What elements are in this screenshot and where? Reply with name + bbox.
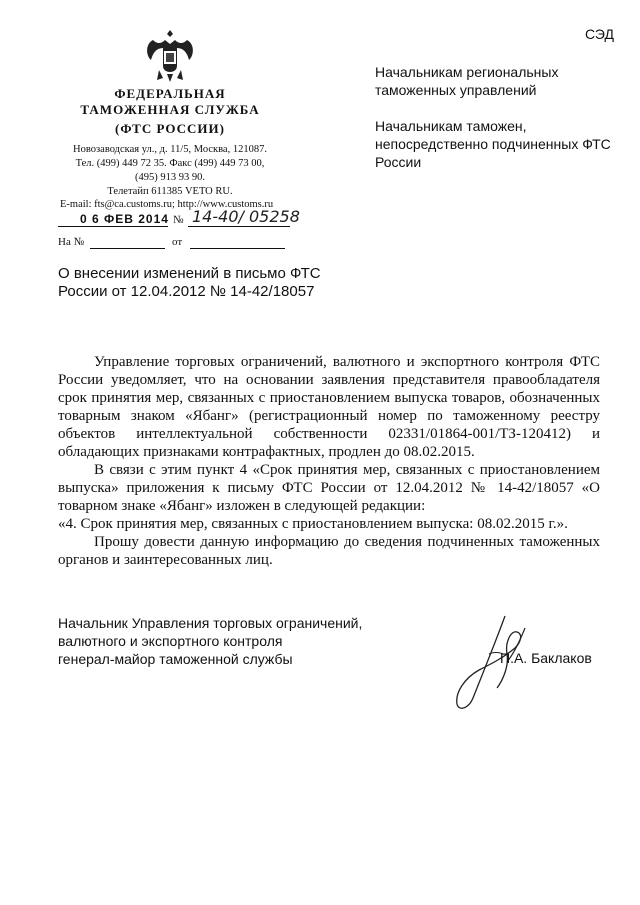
number-label: № bbox=[173, 214, 184, 226]
addressee-2: Начальникам таможен, непосредственно подчиненных ФТС России bbox=[375, 118, 611, 170]
from-label: от bbox=[172, 236, 183, 248]
coat-of-arms-emblem bbox=[143, 26, 197, 84]
org-name-line3: (ФТС РОССИИ) bbox=[115, 121, 225, 136]
signatory-name: П.А. Баклаков bbox=[500, 650, 592, 666]
address-line3: (495) 913 93 90. bbox=[135, 172, 205, 183]
ref-label: На № bbox=[58, 236, 85, 248]
number-underline bbox=[188, 226, 290, 227]
letter-body bbox=[58, 353, 600, 569]
date-underline bbox=[58, 226, 168, 227]
date-stamp: 0 6 ФЕВ 2014 bbox=[80, 212, 169, 226]
handwritten-number: 14-40/ 05258 bbox=[192, 207, 300, 226]
email-line: E-mail: fts@ca.customs.ru; http://www.customs.ru bbox=[60, 199, 274, 210]
from-underline bbox=[190, 248, 285, 249]
ref-underline bbox=[90, 248, 165, 249]
body-paragraph-2: В связи с этим пункт 4 «Срок принятия мер, связанных с приостановлением выпуска» приложения к письму ФТС России от 12.04.2012 № 14-42/18057 «О товарном знаке «Ябанг» изложен в следующей редакции: bbox=[58, 462, 600, 514]
addressee-1: Начальникам региональных таможенных управлений bbox=[375, 64, 559, 98]
sed-label: СЭД bbox=[584, 26, 614, 42]
body-paragraph-1: Управление торговых ограничений, валютного и экспортного контроля ФТС России уведомляет, что на основании заявления представителя правообладателя срок принятия мер, связанных с приостановлением выпуска товаров, обозначенных товарным знаком «Ябанг» (регистрационный номер по таможенному реестру объектов интеллектуальной собственности 02331/01864-001/ТЗ-120412) и обладающих признаками контрафактных, продлен до 08.02.2015. bbox=[58, 354, 600, 460]
signatory-title-line1: Начальник Управления торговых ограничений, bbox=[58, 615, 363, 631]
signatory-title-line2: валютного и экспортного контроля bbox=[58, 633, 283, 649]
address-line2: Тел. (499) 449 72 35. Факс (499) 449 73 00, bbox=[75, 158, 265, 169]
org-name-line1: ФЕДЕРАЛЬНАЯ bbox=[114, 86, 226, 101]
body-paragraph-3: «4. Срок принятия мер, связанных с приостановлением выпуска: 08.02.2015 г.». bbox=[58, 516, 568, 532]
address-line4: Телетайп 611385 VETO RU. bbox=[107, 186, 233, 197]
address-line1: Новозаводская ул., д. 11/5, Москва, 121087. bbox=[73, 144, 267, 155]
org-name-line2: ТАМОЖЕННАЯ СЛУЖБА bbox=[80, 102, 260, 117]
letter-subject: О внесении изменений в письмо ФТС России от 12.04.2012 № 14-42/18057 bbox=[58, 265, 321, 300]
body-paragraph-4: Прошу довести данную информацию до сведения подчиненных таможенных органов и заинтересованных лиц. bbox=[58, 534, 600, 568]
signatory-title-line3: генерал-майор таможенной службы bbox=[58, 651, 293, 667]
